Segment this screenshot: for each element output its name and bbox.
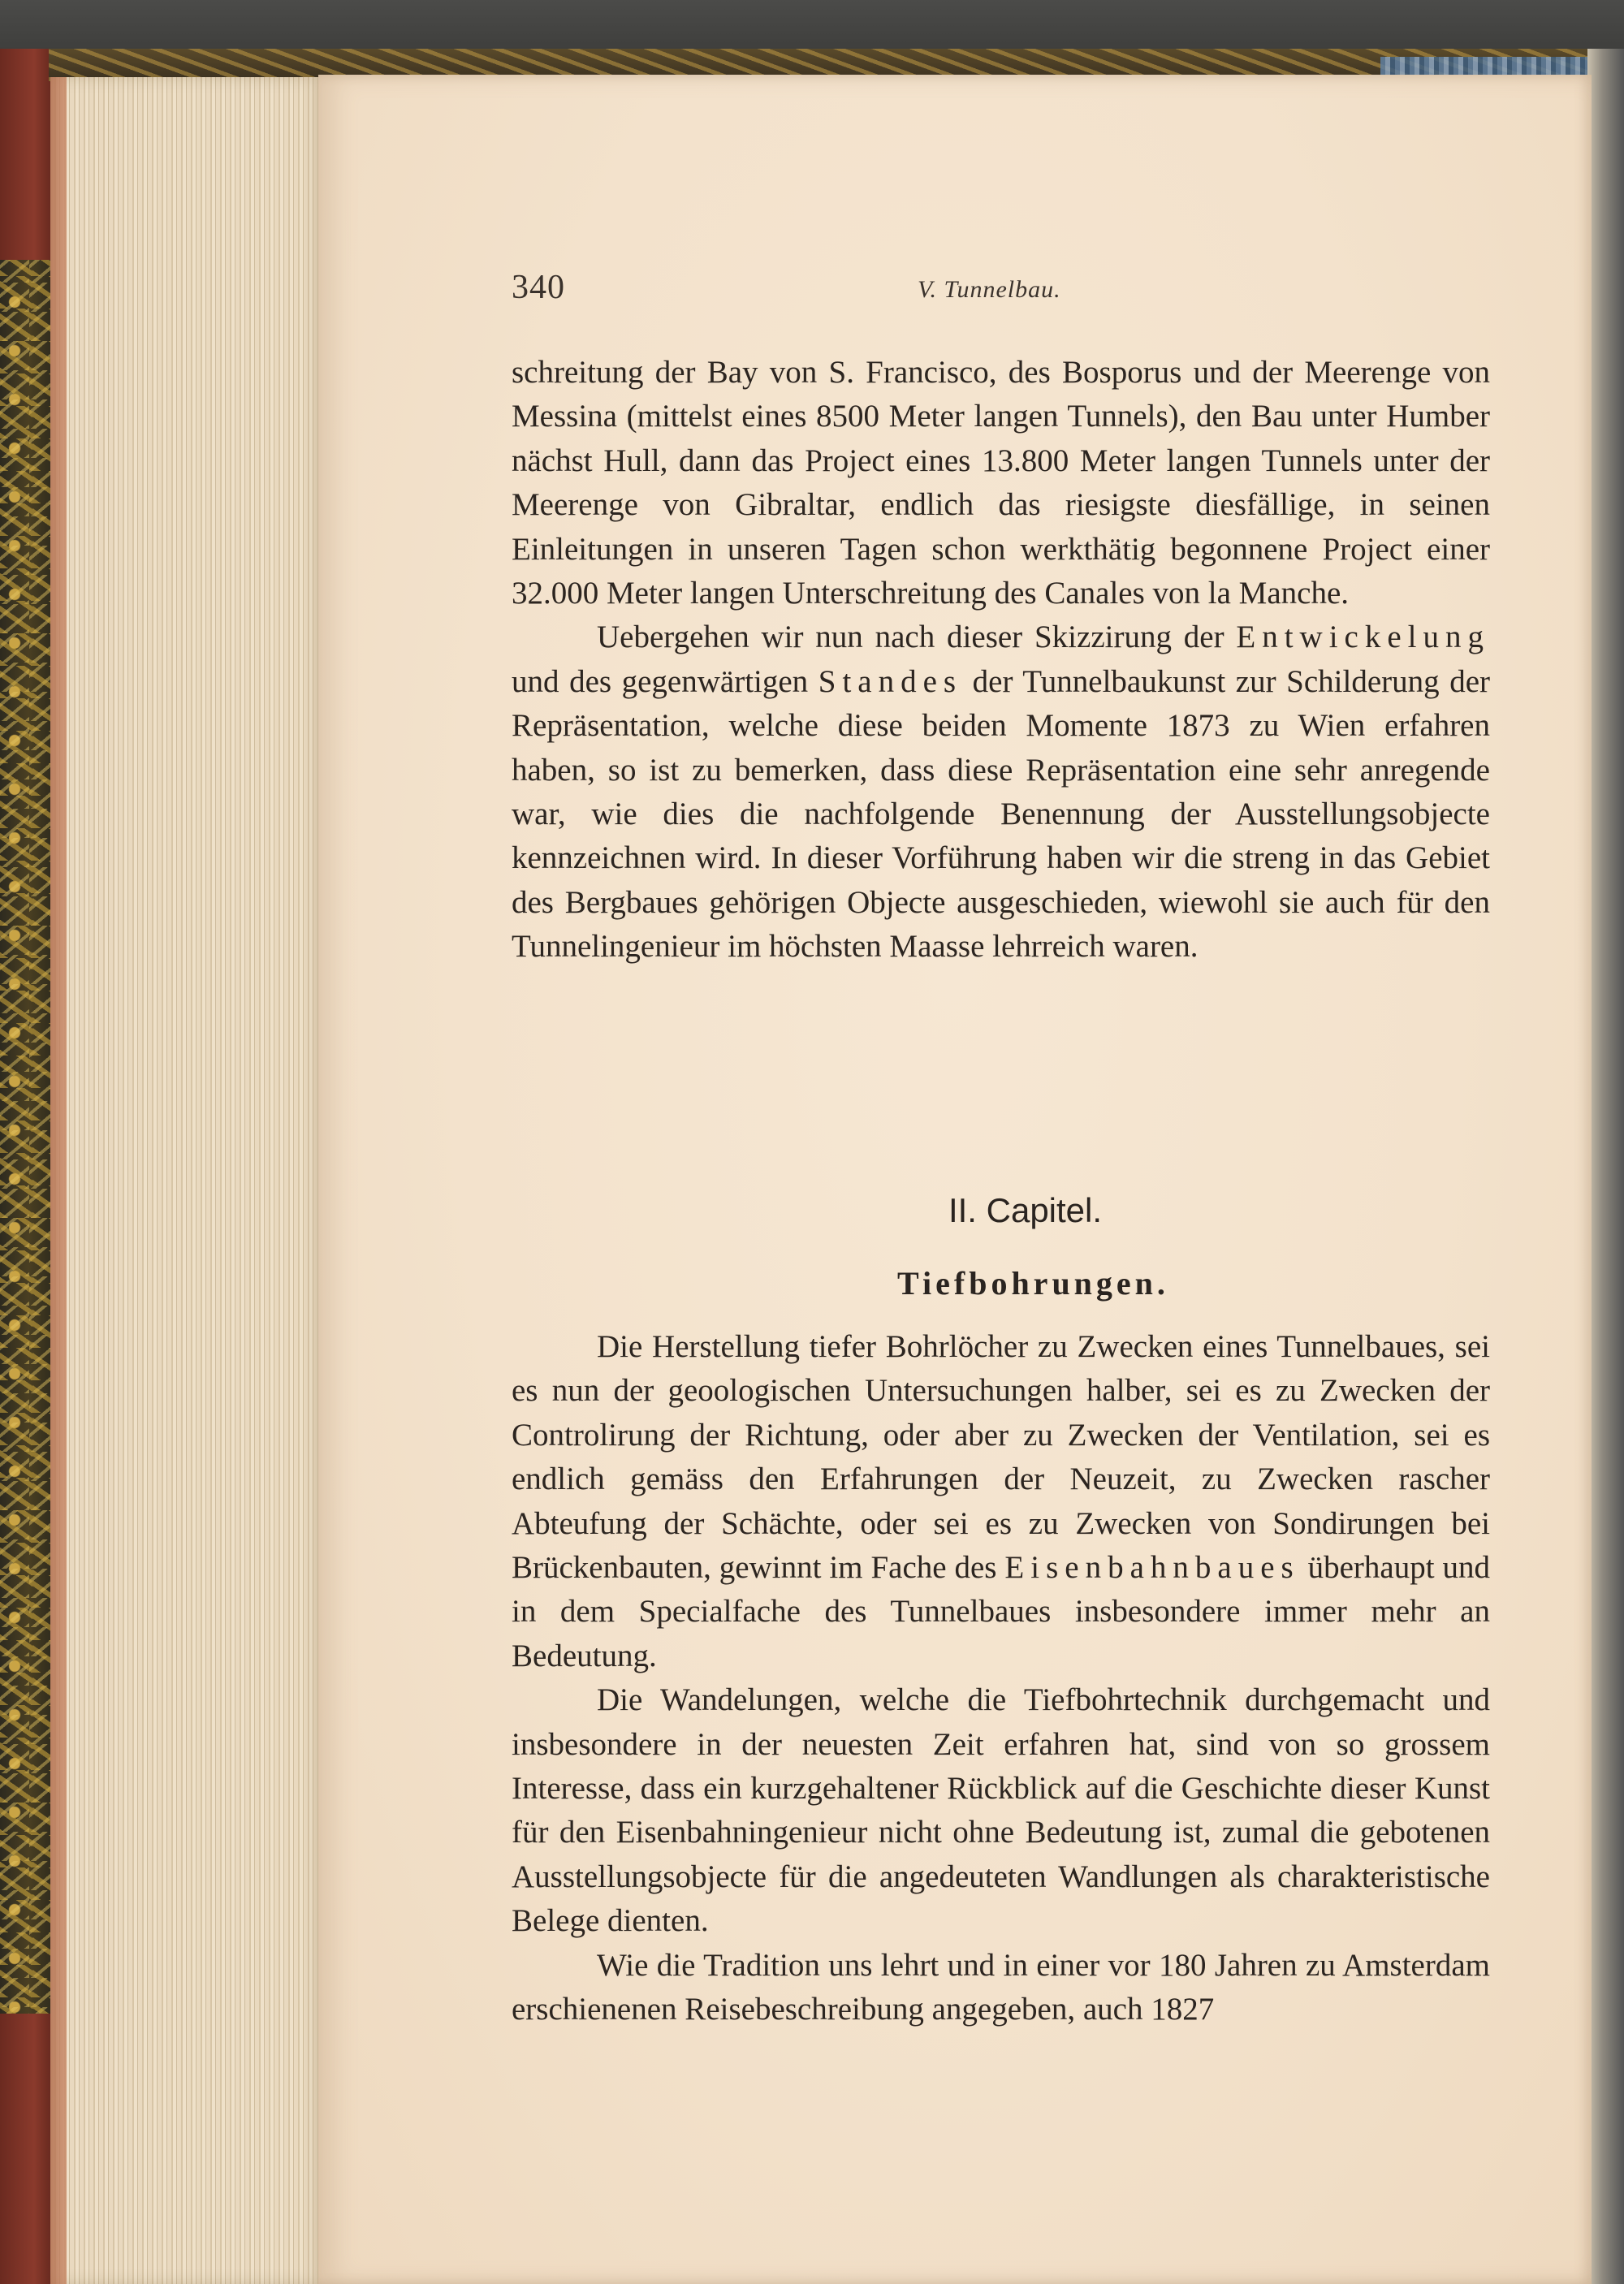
page-number: 340 [512, 269, 565, 306]
running-head-title: V. Tunnelbau. [918, 276, 1061, 303]
text-run: Die Wandelungen, welche die Tiefbohrtechnik durchgemacht und insbesondere in der neuesten Zeit erfahren hat, sind von so grossem Interesse, dass ein kurzgehaltener Rückblick auf die Geschichte dieser Kunst für den Eisenbahningenieur nicht ohne Bedeutung ist, zumal die gebotenen Ausstellungsobjecte für die angedeuteten Wandlungen als charakteristische Belege dienten. [512, 1682, 1490, 1939]
marbled-cover [0, 49, 57, 2284]
spaced-emphasis: Eisenbahnbaues [1004, 1550, 1300, 1586]
right-page-edge [1587, 49, 1624, 2284]
section-heading: Tiefbohrungen. [897, 1265, 1169, 1302]
stacked-page-edges [50, 77, 326, 2284]
body-text-before [512, 351, 1490, 969]
text-run: und des gegenwärtigen [512, 663, 818, 699]
text-run: Wie die Tradition uns lehrt und in einer vor 180 Jahren zu Amsterdam erschienenen Reisebeschreibung angegeben, auch 1827 [512, 1947, 1490, 2027]
text-run: Die Herstellung tiefer Bohrlöcher zu Zwecken eines Tunnelbaues, sei es nun der geoologischen Untersuchungen halber, sei es zu Zwecken der Controlirung der Richtung, oder aber zu Zwecken der Ventilation, sei es endlich gemäss den Erfahrungen der Neuzeit, zu Zwecken rascher Abteufung der Schächte, oder sei es zu Zwecken von Sondirungen bei Brückenbauten, gewinnt im Fache des [512, 1329, 1490, 1586]
text-run: der Tunnelbaukunst zur Schilderung der Repräsentation, welche diese beiden Momente 1873 zu Wien erfahren haben, so ist zu bemerken, dass diese Repräsentation eine sehr anregende war, wie dies die nachfolgende Benennung der Ausstellungsobjecte kennzeichnen wird. In dieser Vorführung haben wir die streng in das Gebiet des Bergbaues gehörigen Objecte ausgeschieden, wiewohl sie auch für den Tunnelingenieur im höchsten Maasse lehrreich waren. [512, 663, 1490, 965]
paragraph [512, 1325, 1490, 1678]
paragraph [512, 615, 1490, 969]
running-head [512, 268, 1486, 325]
spaced-emphasis: Standes [818, 663, 963, 699]
paragraph [512, 1678, 1490, 1943]
chapter-heading: II. Capitel. [948, 1191, 1103, 1229]
spaced-emphasis: Entwickelung [1236, 620, 1490, 655]
book-page [318, 75, 1592, 2284]
text-run: Uebergehen wir nun nach dieser Skizzirung der [597, 620, 1237, 655]
paragraph [512, 351, 1490, 615]
leather-corner-bottom [0, 2014, 57, 2284]
paragraph [512, 1944, 1490, 2032]
text-run: schreitung der Bay von S. Francisco, des Bosporus und der Meerenge von Messina (mittelst eines 8500 Meter langen Tunnels), den Bau unter Humber nächst Hull, dann das Project eines 13.800 Meter langen Tunnels unter der Meerenge von Gibraltar, endlich das riesigste diesfällige, in seinen Einleitungen in unseren Tagen schon werkthätig begonnene Project einer 32.000 Meter langen Unterschreitung des Canales von la Manche. [512, 355, 1490, 611]
text-run: überhaupt und in dem Specialfache des Tunnelbaues insbesondere immer mehr an Bedeutung. [512, 1550, 1490, 1673]
body-text-after [512, 1325, 1490, 2032]
